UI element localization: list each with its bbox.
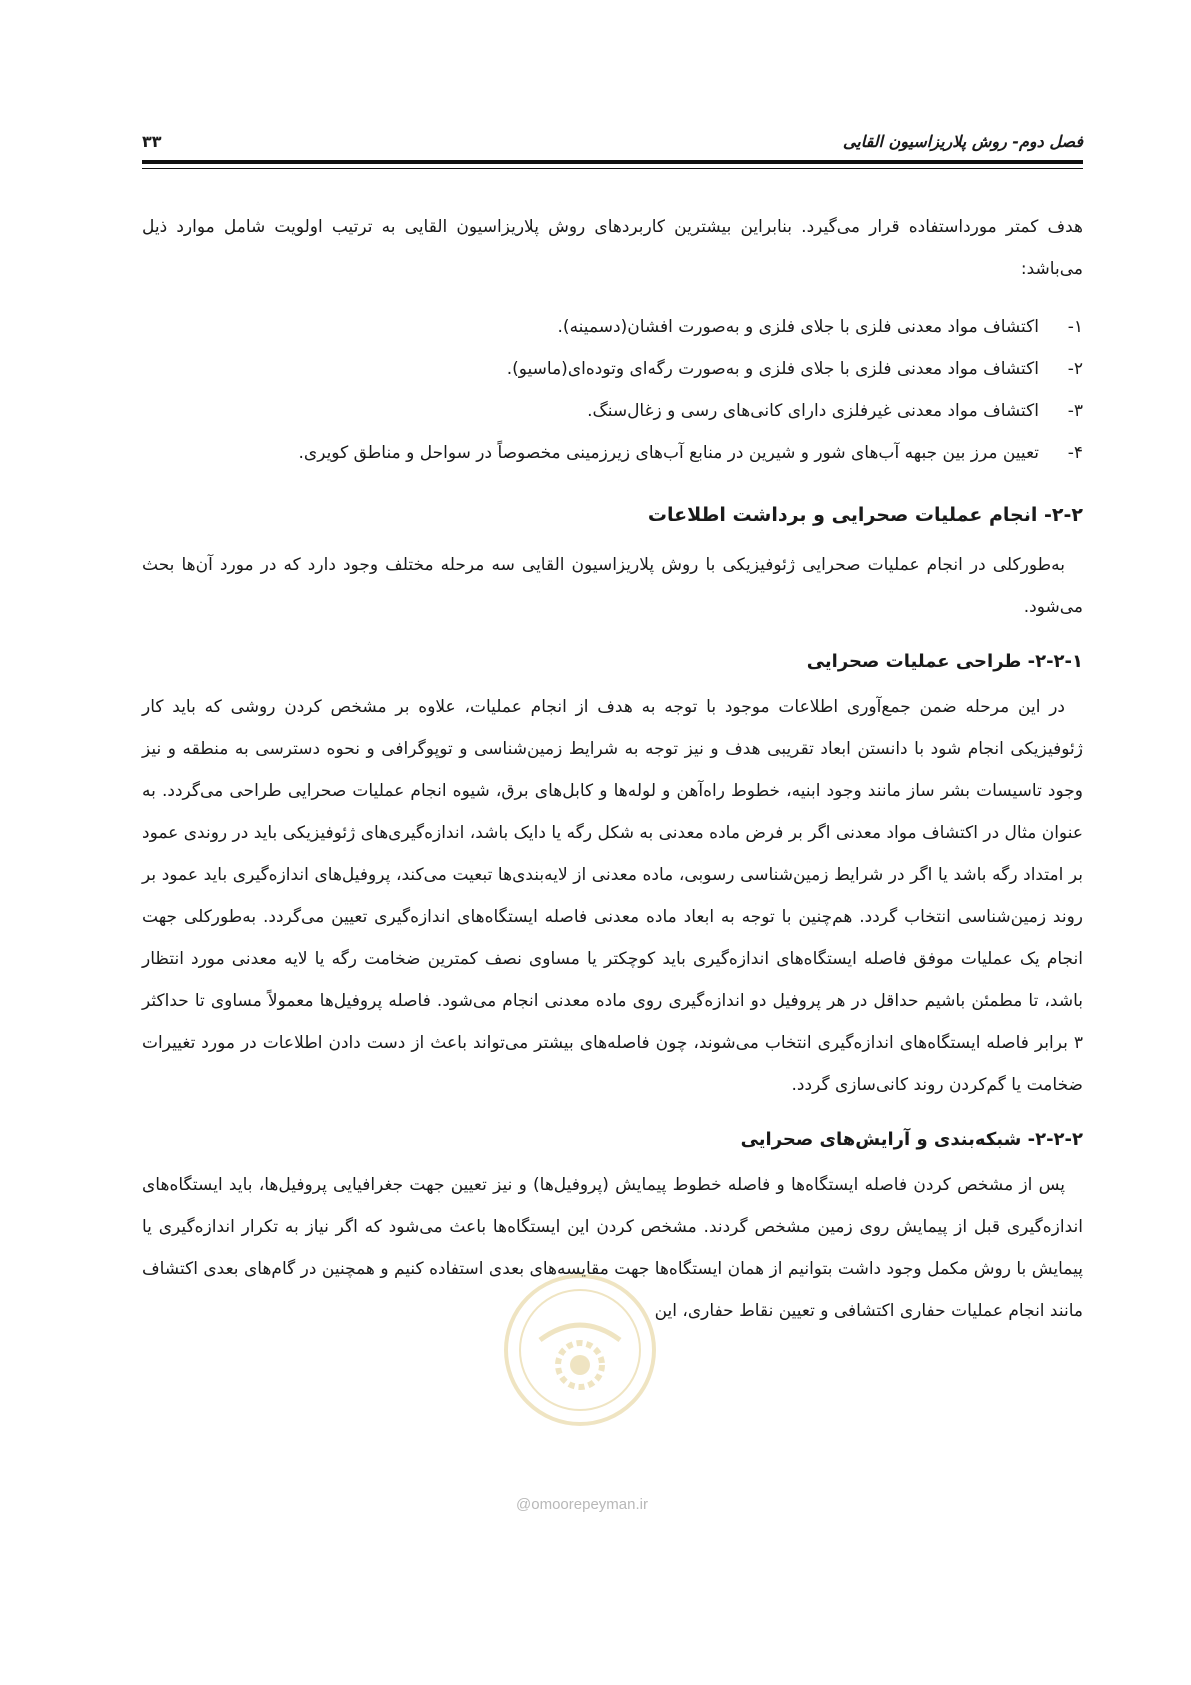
intro-paragraph: هدف کمتر مورداستفاده قرار می‌گیرد. بنابراین بیشترین کاربردهای روش پلاریزاسیون القایی به ترتیب اولویت شامل موارد ذیل می‌باشد:	[142, 217, 1083, 279]
subsection-paragraph: در این مرحله ضمن جمع‌آوری اطلاعات موجود با توجه به هدف از انجام عملیات، علاوه بر مشخص کردن روشی که باید کار ژئوفیزیکی انجام شود با دانستن ابعاد تقریبی هدف و نیز توجه به شرایط زمین‌شناسی و توپوگرافی و نحوه دسترسی به منطقه و نیز وجود تاسیسات بشر ساز مانند وجود ابنیه، خطوط راه‌آهن و لوله‌ها و کابل‌های برق، شیوه انجام عملیات صحرایی طراحی می‌گردد. به عنوان مثال در اکتشاف مواد معدنی اگر بر فرض ماده معدنی به شکل رگه یا دایک باشد، اندازه‌گیری‌های ژئوفیزیکی باید در روندی عمود بر امتداد رگه باشد یا اگر در شرایط زمین‌شناسی رسوبی، ماده معدنی از لایه‌بندی‌ها تبعیت می‌کند، پروفیل‌های اندازه‌گیری باید عمود بر روند زمین‌شناسی انتخاب گردد. هم‌چنین با توجه به ابعاد ماده معدنی فاصله ایستگاه‌های اندازه‌گیری تعیین می‌گردد. به‌طورکلی جهت انجام یک عملیات موفق فاصله ایستگاه‌های اندازه‌گیری باید کوچکتر یا مساوی نصف کمترین ضخامت رگه یا لایه معدنی مورد انتظار باشد، تا مطمئن باشیم حداقل در هر پروفیل دو اندازه‌گیری روی ماده معدنی انجام می‌شود. فاصله پروفیل‌ها معمولاً مساوی تا حداکثر ۳ برابر فاصله ایستگاه‌های اندازه‌گیری انتخاب می‌شوند، چون فاصله‌های بیشتر می‌تواند باعث از دست دادن اطلاعات در مورد تغییرات ضخامت یا گم‌کردن روند کانی‌سازی گردد.	[142, 697, 1083, 1095]
list-item-number: ۴-	[1067, 443, 1083, 463]
list-item-text: اکتشاف مواد معدنی غیرفلزی دارای کانی‌های رسی و زغال‌سنگ.	[587, 401, 1039, 421]
section-paragraph: به‌طورکلی در انجام عملیات صحرایی ژئوفیزیکی با روش پلاریزاسیون القایی سه مرحله مختلف وجود دارد که در مورد آن‌ها بحث می‌شود.	[142, 555, 1083, 617]
subsection-heading: ۲-۲-۱- طراحی عملیات صحرایی	[806, 651, 1083, 672]
list-item	[142, 348, 1083, 390]
chapter-title: فصل دوم- روش پلاریزاسیون القایی	[842, 131, 1083, 151]
list-item-text: اکتشاف مواد معدنی فلزی با جلای فلزی و به‌صورت افشان(دسمینه).	[557, 317, 1039, 337]
list-item-text: اکتشاف مواد معدنی فلزی با جلای فلزی و به‌صورت رگه‌ای وتوده‌ای(ماسیو).	[506, 359, 1039, 379]
list-item-text: تعیین مرز بین جبهه آب‌های شور و شیرین در منابع آب‌های زیرزمینی مخصوصاً در سواحل و مناطق کویری.	[298, 443, 1039, 463]
application-list	[142, 306, 1083, 474]
page-number: ۳۳	[142, 131, 162, 151]
header-rule-thin	[142, 168, 1083, 169]
list-item-number: ۳-	[1067, 401, 1083, 421]
page-content	[142, 206, 1083, 1332]
header-rule-thick	[142, 160, 1083, 164]
section-heading: ۲-۲- انجام عملیات صحرایی و برداشت اطلاعات	[647, 504, 1083, 526]
subsection-paragraph: پس از مشخص کردن فاصله ایستگاه‌ها و فاصله خطوط پیمایش (پروفیل‌ها) و نیز تعیین جهت جغرافیایی پروفیل‌ها، باید ایستگاه‌های اندازه‌گیری قبل از پیمایش روی زمین مشخص گردند. مشخص کردن این ایستگاه‌ها باعث می‌شود که اگر نیاز به تکرار اندازه‌گیری یا پیمایش با روش مکمل وجود داشت بتوانیم از همان ایستگاه‌ها جهت مقایسه‌های بعدی استفاده کنیم و همچنین در گام‌های بعدی اکتشاف مانند انجام عملیات حفاری اکتشافی و تعیین نقاط حفاری، این	[142, 1175, 1083, 1321]
list-item	[142, 432, 1083, 474]
list-item-number: ۱-	[1067, 317, 1083, 337]
list-item	[142, 390, 1083, 432]
list-item-number: ۲-	[1067, 359, 1083, 379]
subsection-heading: ۲-۲-۲- شبکه‌بندی و آرایش‌های صحرایی	[740, 1129, 1083, 1150]
list-item	[142, 306, 1083, 348]
page-header	[142, 128, 1083, 154]
watermark-text: @omoorepeyman.ir	[516, 1496, 648, 1513]
